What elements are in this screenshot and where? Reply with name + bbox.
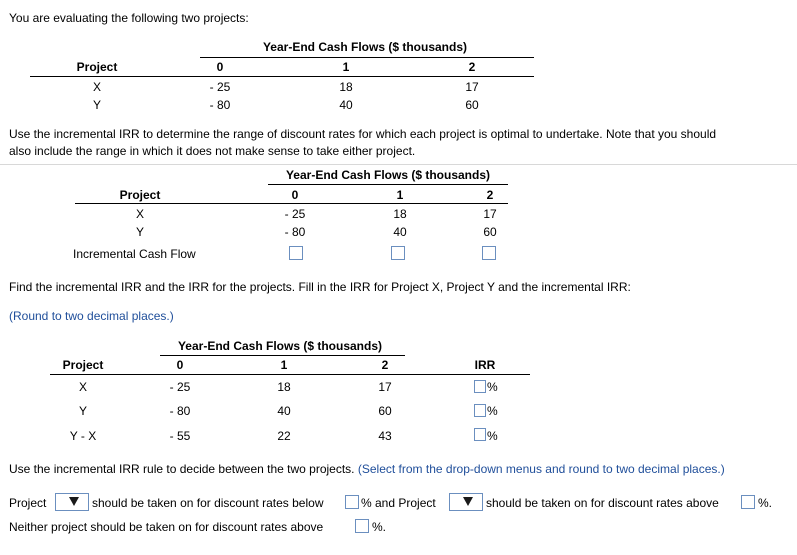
table2-year-0: 0 (291, 188, 299, 202)
table2-project-header: Project (119, 188, 161, 202)
rule-text-line (9, 462, 725, 476)
incremental-cash-flow-label: Incremental Cash Flow (73, 247, 196, 261)
table1-group-header: Year-End Cash Flows ($ thousands) (262, 40, 468, 54)
table2-row-x-project: X (135, 207, 144, 221)
irr-y-pct: % (487, 404, 498, 418)
table3-irr-header: IRR (474, 358, 496, 372)
table1-row-x-project: X (92, 80, 101, 94)
rate-above-input[interactable] (741, 495, 755, 509)
irr-x-pct: % (487, 380, 498, 394)
table2-row-y-project: Y (135, 225, 144, 239)
table2-row-x-cf1: 18 (393, 207, 407, 221)
table2-year-1: 1 (396, 188, 404, 202)
irr-incremental-pct: % (487, 429, 498, 443)
table3-row-yx-project: Y - X (69, 429, 97, 443)
table3-year-1: 1 (280, 358, 288, 372)
table1-year-0: 0 (216, 60, 224, 74)
table3-group-header: Year-End Cash Flows ($ thousands) (177, 339, 383, 353)
irr-incremental-input[interactable] (474, 428, 486, 441)
table3-year-0: 0 (176, 358, 184, 372)
table3-row-y-project: Y (78, 404, 87, 418)
table3-row-x-cf1: 18 (277, 380, 291, 394)
answer-project-label: Project (9, 496, 47, 510)
table2-row-x-cf0: - 25 (284, 207, 306, 221)
incremental-cf2-input[interactable] (482, 246, 496, 260)
table3-project-header: Project (62, 358, 104, 372)
instruction-line-2: also include the range in which it does not make sense to take either project. (9, 144, 416, 158)
dropdown-arrow-icon (463, 497, 473, 506)
answer-neither-end: %. (372, 520, 387, 534)
answer-taken-below: should be taken on for discount rates below (92, 496, 324, 510)
table3-row-yx-cf0: - 55 (169, 429, 191, 443)
project-above-dropdown[interactable] (449, 493, 483, 511)
table2-row-x-cf2: 17 (483, 207, 497, 221)
table1-year-2: 2 (468, 60, 476, 74)
table3-row-y-cf2: 60 (378, 404, 392, 418)
find-irr-text: Find the incremental IRR and the IRR for the projects. Fill in the IRR for Project X, Project Y and the incremental IRR: (9, 280, 631, 294)
table2-year-2: 2 (486, 188, 494, 202)
table1-row-y-cf2: 60 (465, 98, 479, 112)
table3-row-y-cf1: 40 (277, 404, 291, 418)
table1-year-1: 1 (342, 60, 350, 74)
table3-row-yx-cf1: 22 (277, 429, 291, 443)
project-below-dropdown[interactable] (55, 493, 89, 511)
table3-row-y-cf0: - 80 (169, 404, 191, 418)
answer-pct-end: %. (758, 496, 773, 510)
rate-below-input[interactable] (345, 495, 359, 509)
incremental-cf1-input[interactable] (391, 246, 405, 260)
neither-rate-input[interactable] (355, 519, 369, 533)
table3-row-x-project: X (78, 380, 87, 394)
irr-y-input[interactable] (474, 404, 486, 417)
table3-row-x-cf2: 17 (378, 380, 392, 394)
rule-note: (Select from the drop-down menus and round to two decimal places.) (357, 462, 725, 476)
table2-row-y-cf2: 60 (483, 225, 497, 239)
table2-group-header: Year-End Cash Flows ($ thousands) (285, 168, 491, 182)
table1-row-y-project: Y (92, 98, 101, 112)
table1-row-y-cf0: - 80 (209, 98, 231, 112)
intro-text: You are evaluating the following two projects: (9, 11, 249, 25)
round-note: (Round to two decimal places.) (9, 309, 174, 323)
dropdown-arrow-icon (69, 497, 79, 506)
answer-neither: Neither project should be taken on for discount rates above (9, 520, 324, 534)
table1-row-x-cf2: 17 (465, 80, 479, 94)
rule-text: Use the incremental IRR rule to decide between the two projects. (9, 462, 355, 476)
irr-x-input[interactable] (474, 380, 486, 393)
table3-year-2: 2 (381, 358, 389, 372)
incremental-cf0-input[interactable] (289, 246, 303, 260)
table2-row-y-cf1: 40 (393, 225, 407, 239)
instruction-line-1: Use the incremental IRR to determine the range of discount rates for which each project is optimal to undertake. Note that you should (9, 127, 717, 141)
table1-row-x-cf0: - 25 (209, 80, 231, 94)
table1-project-header: Project (76, 60, 118, 74)
table2-row-y-cf0: - 80 (284, 225, 306, 239)
answer-taken-above: should be taken on for discount rates above (486, 496, 719, 510)
table3-row-yx-cf2: 43 (378, 429, 392, 443)
answer-pct-and-project: % and Project (361, 496, 436, 510)
table3-row-x-cf0: - 25 (169, 380, 191, 394)
table1-row-x-cf1: 18 (339, 80, 353, 94)
table1-row-y-cf1: 40 (339, 98, 353, 112)
